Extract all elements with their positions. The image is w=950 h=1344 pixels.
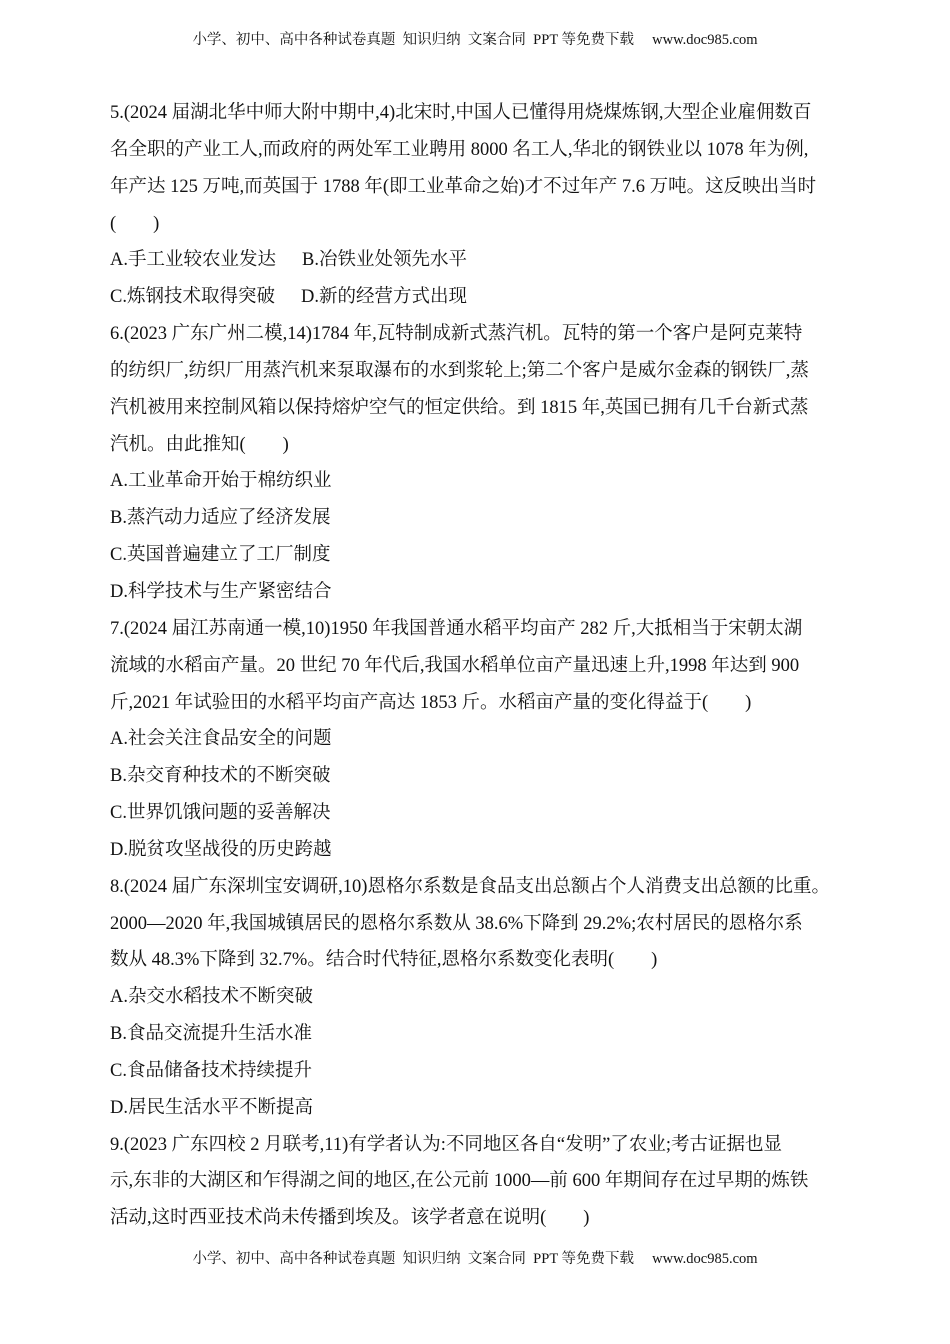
question-stem-line: 8.(2024 届广东深圳宝安调研,10)恩格尔系数是食品支出总额占个人消费支出总额的比重。 (110, 876, 830, 897)
option-row (110, 795, 850, 832)
option-row (110, 500, 850, 537)
question-stem-line: 活动,这时西亚技术尚未传播到埃及。该学者意在说明( ) (110, 1208, 590, 1229)
page-footer: 小学、初中、高中各种试卷真题 知识归纳 文案合同 PPT 等免费下载 www.doc985.com (192, 1251, 758, 1267)
question-5 (110, 95, 850, 316)
question-stem-line: 6.(2023 广东广州二模,14)1784 年,瓦特制成新式蒸汽机。瓦特的第一个客户是阿克莱特 (110, 324, 803, 345)
option-row (110, 1090, 850, 1127)
answer-option: A.工业革命开始于棉纺织业 (110, 471, 332, 492)
answer-option: C.英国普遍建立了工厂制度 (110, 545, 331, 566)
question-stem-line: 汽机。由此推知( ) (110, 434, 289, 455)
question-stem-line: 汽机被用来控制风箱以保持熔炉空气的恒定供给。到 1815 年,英国已拥有几千台新式蒸 (110, 397, 809, 418)
question-list (110, 95, 850, 1237)
question-stem-line: 示,东非的大湖区和乍得湖之间的地区,在公元前 1000—前 600 年期间存在过早期的炼铁 (110, 1171, 809, 1192)
option-row (110, 279, 850, 316)
answer-option: D.居民生活水平不断提高 (110, 1097, 313, 1118)
question-stem-line: 数从 48.3%下降到 32.7%。结合时代特征,恩格尔系数变化表明( ) (110, 950, 658, 971)
option-row (110, 979, 850, 1016)
question-6 (110, 316, 850, 611)
answer-option: A.社会关注食品安全的问题 (110, 729, 332, 750)
answer-option: C.食品储备技术持续提升 (110, 1060, 312, 1081)
question-stem-line: 年产达 125 万吨,而英国于 1788 年(即工业革命之始)才不过年产 7.6 万吨。这反映出当时 (110, 176, 817, 197)
option-row (110, 242, 850, 279)
question-9 (110, 1127, 850, 1238)
question-8 (110, 869, 850, 1127)
answer-option: C.炼钢技术取得突破 (110, 287, 275, 308)
answer-option: D.新的经营方式出现 (300, 287, 467, 308)
option-row (110, 1016, 850, 1053)
answer-option: D.脱贫攻坚战役的历史跨越 (110, 839, 332, 860)
option-row (110, 537, 850, 574)
option-row (110, 1053, 850, 1090)
page-header: 小学、初中、高中各种试卷真题 知识归纳 文案合同 PPT 等免费下载 www.doc985.com (192, 32, 758, 48)
answer-option: B.杂交育种技术的不断突破 (110, 766, 331, 787)
answer-option: D.科学技术与生产紧密结合 (110, 581, 332, 602)
question-stem-line: 的纺织厂,纺织厂用蒸汽机来泵取瀑布的水到浆轮上;第二个客户是威尔金森的钢铁厂,蒸 (110, 360, 809, 381)
option-row (110, 463, 850, 500)
question-stem-line: 名全职的产业工人,而政府的两处军工业聘用 8000 名工人,华北的钢铁业以 1078 年为例, (110, 139, 809, 160)
question-stem-line: 9.(2023 广东四校 2 月联考,11)有学者认为:不同地区各自“发明”了农业;考古证据也显 (110, 1134, 782, 1155)
answer-option: B.蒸汽动力适应了经济发展 (110, 508, 331, 529)
question-7 (110, 611, 850, 869)
question-stem-line: 斤,2021 年试验田的水稻平均亩产高达 1853 斤。水稻亩产量的变化得益于( ) (110, 692, 752, 713)
option-row (110, 832, 850, 869)
answer-option: A.杂交水稻技术不断突破 (110, 987, 313, 1008)
question-stem-line: 7.(2024 届江苏南通一模,10)1950 年我国普通水稻平均亩产 282 斤,大抵相当于宋朝太湖 (110, 618, 803, 639)
option-row (110, 574, 850, 611)
option-row (110, 721, 850, 758)
question-stem-line: 2000—2020 年,我国城镇居民的恩格尔系数从 38.6%下降到 29.2%;农村居民的恩格尔系 (110, 913, 803, 934)
answer-option: A.手工业较农业发达 (110, 250, 276, 271)
answer-option: B.冶铁业处领先水平 (302, 250, 467, 271)
question-stem-line: 流域的水稻亩产量。20 世纪 70 年代后,我国水稻单位亩产量迅速上升,1998 年达到 900 (110, 655, 800, 676)
option-row (110, 758, 850, 795)
question-stem-line: 5.(2024 届湖北华中师大附中期中,4)北宋时,中国人已懂得用烧煤炼钢,大型企业雇佣数百 (110, 103, 812, 123)
answer-option: C.世界饥饿问题的妥善解决 (110, 803, 331, 824)
answer-option: B.食品交流提升生活水准 (110, 1024, 312, 1045)
question-stem-line: ( ) (110, 213, 160, 234)
